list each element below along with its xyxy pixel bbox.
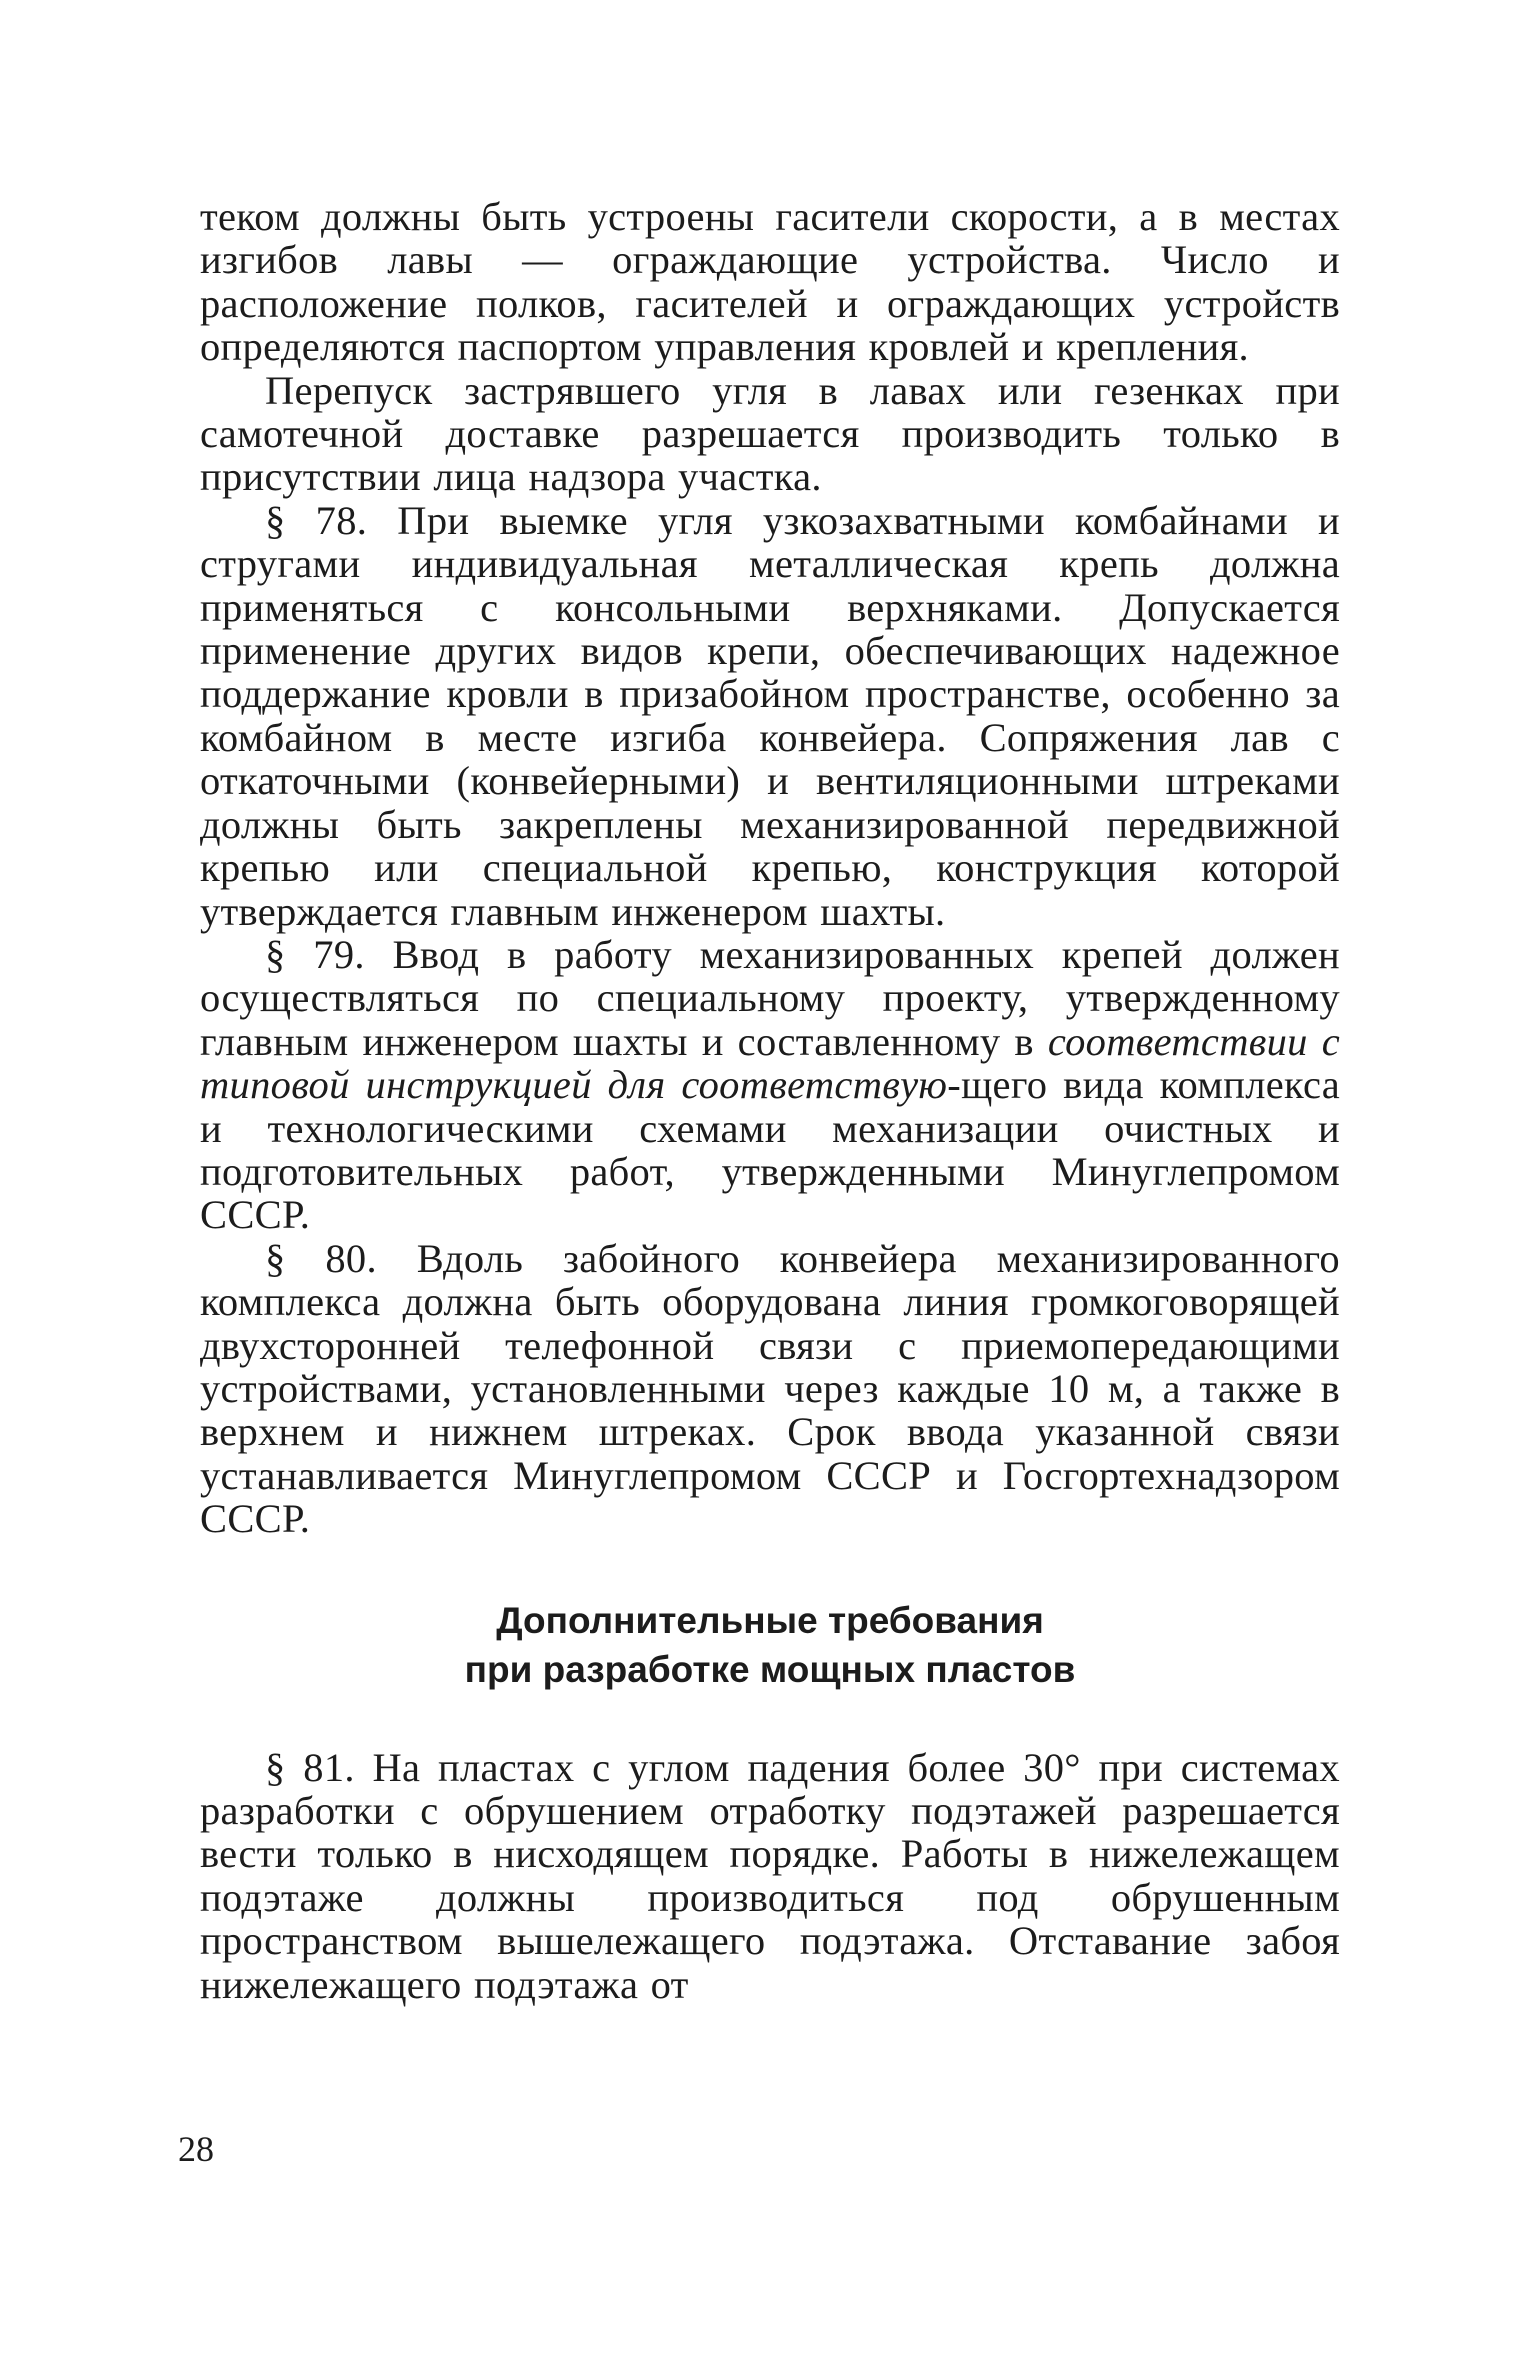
- paragraph-bypass-coal: Перепуск застрявшего угля в лавах или гезенках при самотечной доставке разрешается производить только в присутствии лица надзора участка.: [200, 367, 1340, 500]
- section-heading: [200, 1596, 1340, 1694]
- section-79-text-start: § 79. Ввод в работу механизированных крепей должен осуществляться по специальному проекту, утвержденному главным инженером шахты и составленному в: [200, 931, 1340, 1064]
- section-79-italic-text: соответствии с типовой инструкцией для соответствую-: [200, 1018, 1340, 1108]
- page-number: 28: [178, 2129, 214, 2169]
- paragraph-section-78: § 78. При выемке угля узкозахватными комбайнами и стругами индивидуальная металлическая крепь должна применяться с консольными верхняками. Допускается применение других видов крепи, обеспечивающих надежное поддержание кровли в призабойном пространстве, особенно за комбайном в месте изгиба конвейера. Сопряжения лав с откаточными (конвейерными) и вентиляционными штреками должны быть закреплены механизированной передвижной крепью или специальной крепью, конструкция которой утверждается главным инженером шахты.: [200, 497, 1340, 934]
- paragraph-section-79: [200, 933, 1340, 1237]
- paragraph-continuation: теком должны быть устроены гасители скорости, а в местах изгибов лавы — ограждающие устройства. Число и расположение полков, гасителей и ограждающих устройств определяются паспортом управления кровлей и крепления.: [200, 194, 1340, 370]
- paragraph-section-80: § 80. Вдоль забойного конвейера механизированного комплекса должна быть оборудована линия громкоговорящей двухсторонней телефонной связи с приемопередающими устройствами, установленными через каждые 10 м, а также в верхнем и нижнем штреках. Срок ввода указанной связи устанавливается Минуглепромом СССР и Госгортехнадзором СССР.: [200, 1235, 1340, 1542]
- section-79-text-end: щего вида комплекса и технологическими схемами механизации очистных и подготовительных работ, утвержденными Минуглепромом СССР.: [200, 1062, 1340, 1238]
- page-body: [200, 195, 1340, 2006]
- heading-line-1: Дополнительные требования: [496, 1599, 1044, 1641]
- heading-line-2: при разработке мощных пластов: [464, 1648, 1076, 1690]
- paragraph-section-81: § 81. На пластах с углом падения более 30° при системах разработки с обрушением отработку подэтажей разрешается вести только в нисходящем порядке. Работы в нижележащем подэтаже должны производиться под обрушенным пространством вышележащего подэтажа. Отставание забоя нижележащего подэтажа от: [200, 1744, 1340, 2007]
